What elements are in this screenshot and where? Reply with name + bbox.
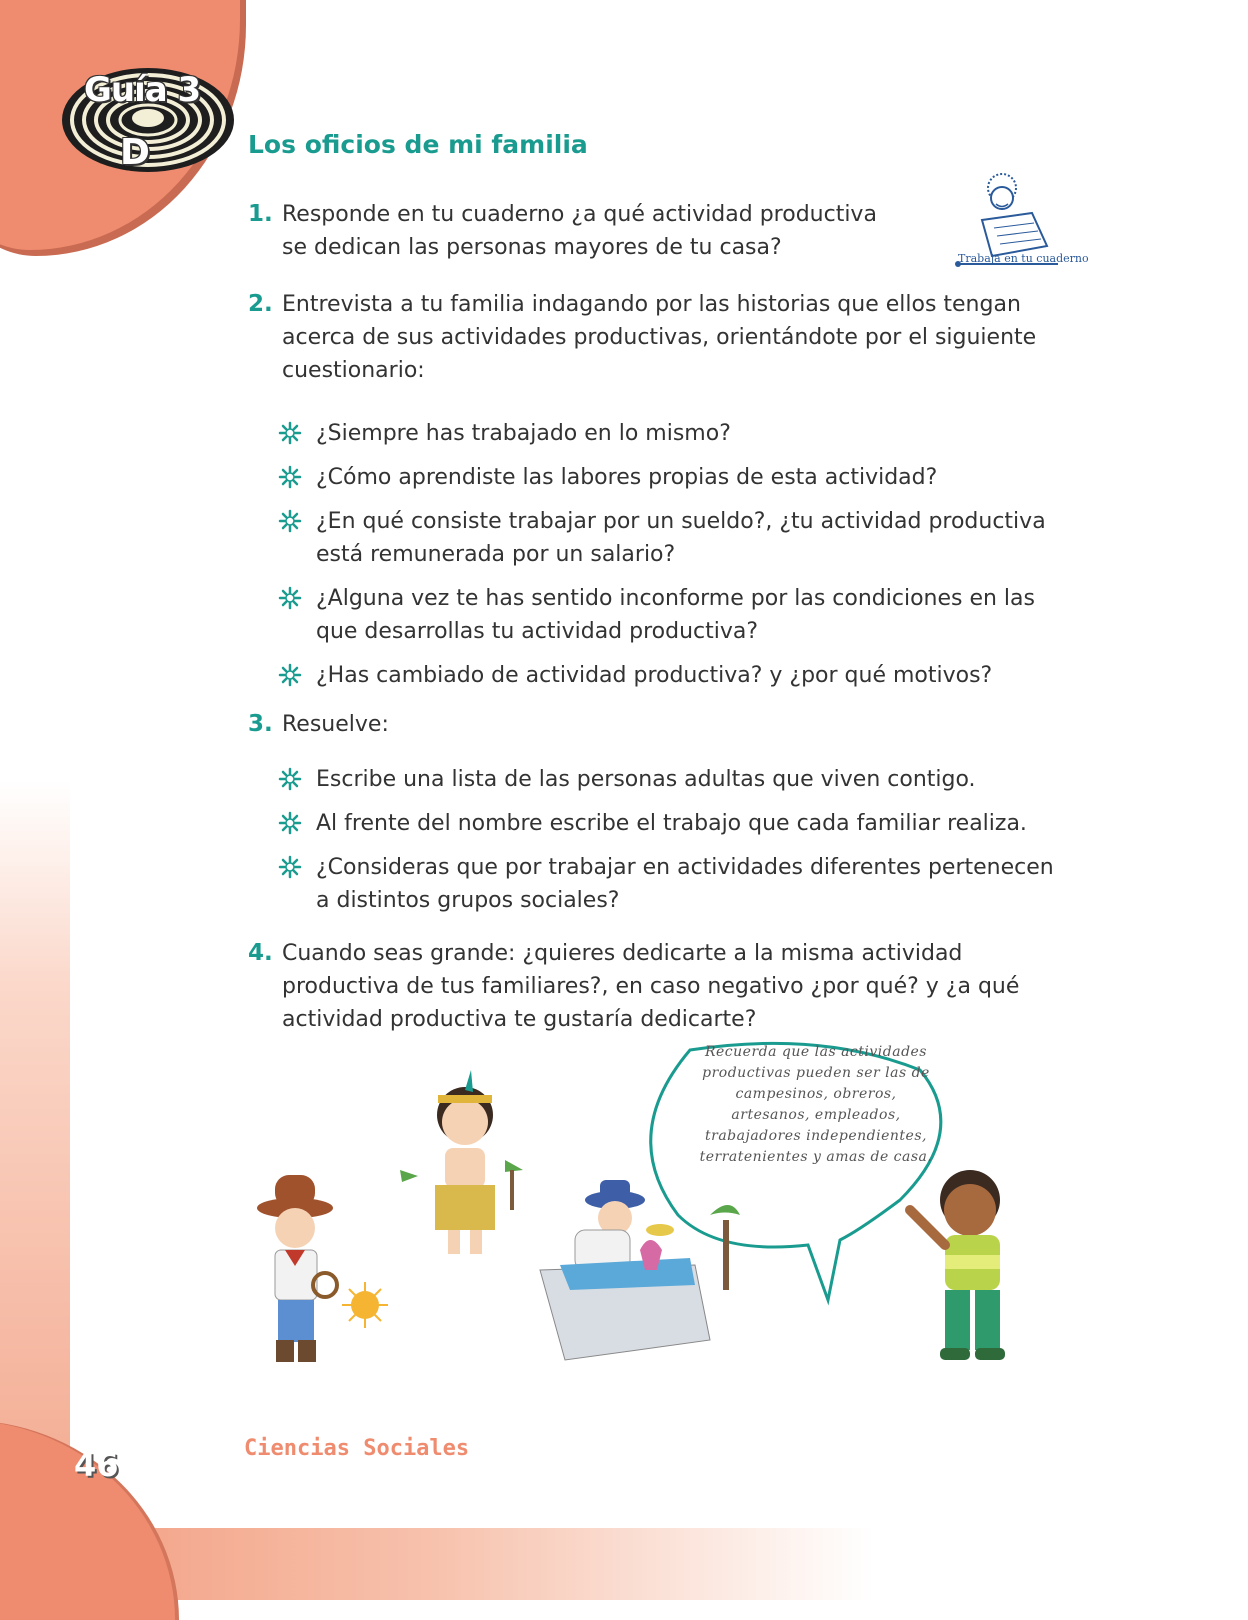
list-item [248,763,1068,796]
question-text: ¿Alguna vez te has sentido inconforme por las condiciones en las que desarrollas tu actividad productiva? [316,586,1035,644]
list-item [248,659,1068,692]
guide-letter: D [120,132,150,173]
list-item [248,582,1068,648]
resolve-tasks [248,763,1068,917]
question-text: ¿Has cambiado de actividad productiva? y ¿por qué motivos? [316,663,993,688]
guide-label: Guía 3 [84,70,201,110]
page-number: 46 [74,1446,119,1484]
list-item [248,461,1068,494]
activity-text: Entrevista a tu familia indagando por las historias que ellos tengan acerca de sus actividades productivas, orientándote por el siguiente cuestionario: [282,292,1037,383]
task-text: Al frente del nombre escribe el trabajo que cada familiar realiza. [316,811,1027,836]
activity-text: Cuando seas grande: ¿quieres dedicarte a la misma actividad productiva de tus familiares?, en caso negativo ¿por qué? y ¿a qué actividad productiva te gustaría dedicarte? [282,941,1020,1032]
activity-text: Resuelve: [282,712,389,737]
asterisk-bullet-icon [278,663,302,687]
speech-bubble-text: Recuerda que las actividades productivas pueden ser las de campesinos, obreros, artesanos, empleados, trabajadores independientes, terratenientes y amas de casa. [699,1044,933,1165]
workers-illustration [240,1040,1080,1390]
list-item [248,851,1068,917]
asterisk-bullet-icon [278,465,302,489]
question-text: ¿Cómo aprendiste las labores propias de esta actividad? [316,465,938,490]
task-text: ¿Consideras que por trabajar en actividades diferentes pertenecen a distintos grupos sociales? [316,855,1054,913]
notebook-label: Trabaja en tu cuaderno [958,252,1089,265]
activity-number: 4. [248,940,273,966]
activity-number: 2. [248,291,273,317]
asterisk-bullet-icon [278,509,302,533]
list-item [248,505,1068,571]
page-title: Los oficios de mi familia [248,130,588,159]
pointing-boy-figure [910,1170,1005,1360]
bottom-gradient-band [0,1528,1248,1600]
activity-number: 3. [248,711,273,737]
footer-subject: Ciencias Sociales [244,1436,470,1461]
activity-item-1 [248,198,882,264]
activity-text: Responde en tu cuaderno ¿a qué actividad productiva se dedican las personas mayores de tu casa? [282,202,877,260]
activity-item-3 [248,708,1068,741]
asterisk-bullet-icon [278,767,302,791]
asterisk-bullet-icon [278,811,302,835]
list-item [248,807,1068,840]
question-text: ¿En qué consiste trabajar por un sueldo?, ¿tu actividad productiva está remunerada por un salario? [316,509,1046,567]
asterisk-bullet-icon [278,586,302,610]
activity-item-2 [248,288,1068,387]
activity-list [248,198,1068,1036]
list-item [248,417,1068,450]
asterisk-bullet-icon [278,855,302,879]
activity-item-4 [248,937,1068,1036]
asterisk-bullet-icon [278,421,302,445]
interview-questions [248,417,1068,692]
farmer-child-figure [257,1175,337,1362]
sun-figure [342,1282,388,1328]
task-text: Escribe una lista de las personas adultas que viven contigo. [316,767,976,792]
activity-number: 1. [248,201,273,227]
question-text: ¿Siempre has trabajado en lo mismo? [316,421,731,446]
indigenous-child-figure [435,1070,495,1254]
